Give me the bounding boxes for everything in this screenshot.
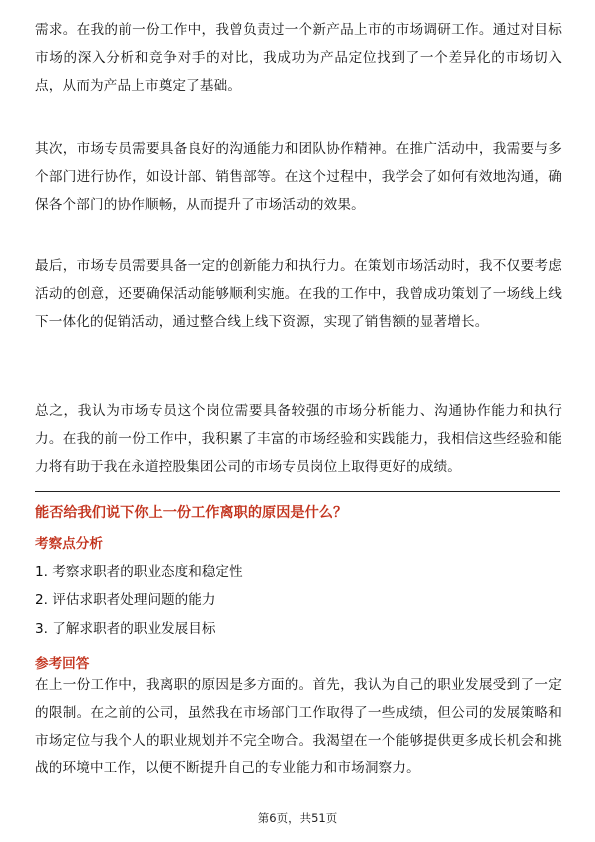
body-paragraph-3: 最后，市场专员需要具备一定的创新能力和执行力。在策划市场活动时，我不仅要考虑活动的创意，还要确保活动能够顺利实施。在我的工作中，我曾成功策划了一场线上线下一体化的促销活动，通过整合线上线下资源，实现了销售额的显著增长。 [35,258,562,330]
section-divider [35,491,560,492]
answer-heading: 参考回答 [35,656,90,672]
interview-question: 能否给我们说下你上一份工作离职的原因是什么？ [35,505,348,521]
answer-paragraph: 在上一份工作中，我离职的原因是多方面的。首先，我认为自己的职业发展受到了一定的限制。在之前的公司，虽然我在市场部门工作取得了一些成绩，但公司的发展策略和市场定位与我个人的职业规划并不完全吻合。我渴望在一个能够提供更多成长机会和挑战的环境中工作，以便不断提升自己的专业能力和市场洞察力。 [35,677,562,777]
body-paragraph-2: 其次，市场专员需要具备良好的沟通能力和团队协作精神。在推广活动中，我需要与多个部门进行协作，如设计部、销售部等。在这个过程中，我学会了如何有效地沟通，确保各个部门的协作顺畅，从而提升了市场活动的效果。 [35,141,562,213]
analysis-item-1: 1. 考察求职者的职业态度和稳定性 [35,564,243,580]
analysis-heading: 考察点分析 [35,536,103,552]
page-number: 第6页，共51页 [257,811,338,825]
analysis-item-2: 2. 评估求职者处理问题的能力 [35,592,216,608]
body-paragraph-1: 需求。在我的前一份工作中，我曾负责过一个新产品上市的市场调研工作。通过对目标市场的深入分析和竞争对手的对比，我成功为产品定位找到了一个差异化的市场切入点，从而为产品上市奠定了基础。 [35,22,562,94]
body-paragraph-4: 总之，我认为市场专员这个岗位需要具备较强的市场分析能力、沟通协作能力和执行力。在我的前一份工作中，我积累了丰富的市场经验和实践能力，我相信这些经验和能力将有助于我在永道控股集团公司的市场专员岗位上取得更好的成绩。 [35,403,562,475]
analysis-item-3: 3. 了解求职者的职业发展目标 [35,621,216,637]
